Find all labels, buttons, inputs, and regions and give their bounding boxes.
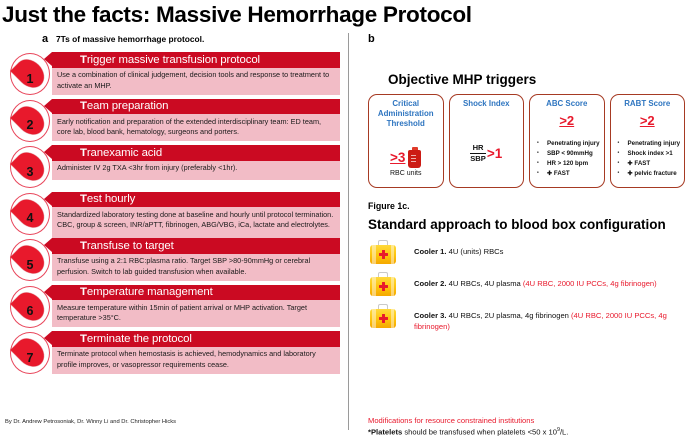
bullet-item: • ✚ pelvic fracture [616,169,682,179]
cooler-alternative: (4U RBC, 2000 IU PCCs, 4g fibrinogen) [414,311,667,332]
abc-score-title: ABC Score [546,99,588,108]
trigger-box-shock-index[interactable] [449,94,525,188]
cooler-row [368,272,685,298]
rabt-score-title: RABT Score [624,99,671,108]
bullet-item: • HR > 120 bpm [535,159,601,169]
step-number: 2 [26,118,34,132]
step-banner[interactable] [52,238,340,254]
trigger-box-cat[interactable] [368,94,444,188]
shock-index-title: Shock Index [463,99,510,108]
step-row [0,51,348,98]
step-number-badge [8,191,52,237]
step-title: Team preparation [80,100,169,113]
shock-index-formula [450,143,524,163]
trigger-box-rabt-score[interactable] [610,94,685,188]
panel-a-letter: a [42,33,49,45]
steps-list [0,51,348,377]
step-row [0,144,348,191]
cat-caption: RBC units [389,170,422,177]
platelets-exponent: 9 [556,427,560,433]
author-credit: By Dr. Andrew Petrosoniak, Dr. Winny Li and Dr. Christopher Hicks [5,419,177,425]
step-body-box [52,207,340,241]
step-number-badge [8,237,52,283]
shock-index-fraction [470,143,486,163]
step-banner[interactable] [52,331,340,347]
cooler-name: Cooler 2. [414,279,447,288]
panel-b-letter: b [368,33,375,45]
step-number: 5 [26,257,34,272]
cooler-description [398,240,685,257]
step-body-box [52,300,340,327]
step-banner[interactable] [52,145,340,161]
cooler-case-icon [368,304,398,330]
step-title: Transfuse to target [80,239,174,252]
cat-value-row [369,147,443,168]
bullet-item: • SBP < 90mmHg [535,149,601,159]
step-number-badge [8,330,52,376]
bullet-item: • ✚ FAST [616,159,682,169]
step-title: Trigger massive transfusion protocol [80,53,260,66]
rabt-score-value: >2 [639,112,655,128]
platelets-label: *Platelets [368,427,403,437]
step-body-text: Early notification and preparation of the extended interdisciplinary team: ED team, core lab, blood bank, hematology, surgeons and porters. [57,116,322,137]
trigger-boxes [368,94,685,188]
step-banner[interactable] [52,99,340,115]
step-number: 3 [26,164,34,179]
step-banner[interactable] [52,52,340,68]
step-number-badge [8,51,52,97]
cooler-name: Cooler 1. [414,247,447,256]
cooler-alternative: (4U RBC, 2000 IU PCCs, 4g fibrinogen) [522,279,657,288]
step-row [0,284,348,331]
cooler-row [368,304,685,333]
page-title: Just the facts: Massive Hemorrhage Protocol [2,2,472,27]
bullet-item: • ✚ FAST [535,169,601,179]
platelets-text: should be transfused when platelets <50 x 10 [402,427,557,437]
step-body-text: Standardized laboratory testing done at baseline and hourly until protocol termination. CBC, group & screen, INR/aPTT, fibrinogen, ABG/VBG, iCa, lactate and electrolytes. [57,209,334,230]
bullet-item: • Penetrating injury [535,139,601,149]
cat-title: Critical Administration Threshold [377,99,434,128]
step-title: Terminate the protocol [80,332,192,345]
cat-value: >3 [390,150,406,165]
cooler-contents: 4U (units) RBCs [446,247,504,256]
step-body-box [52,68,340,95]
shock-index-numerator: HR [470,143,486,154]
step-body-text: Measure temperature within 15min of patient arrival or MHP activation. Target temperature >35°C. [57,302,307,323]
step-number-badge [8,144,52,190]
shock-index-denominator: SBP [470,154,486,163]
step-number: 4 [26,211,34,225]
step-body-box [52,114,340,141]
step-number-badge [8,98,52,144]
step-body-text: Transfuse using a 2:1 RBC:plasma ratio. Target SBP >80-90mmHg or cerebral perfusion. Switch to lab guided transfusion when available. [57,256,311,276]
cooler-row [368,240,685,266]
panel-divider [348,33,349,430]
step-body-text: Administer IV 2g TXA <3hr from injury (preferably <1hr). [57,163,238,172]
step-banner[interactable] [52,192,340,208]
shock-index-value: >1 [486,145,503,161]
platelets-note [368,426,568,437]
trigger-box-abc-score[interactable] [529,94,605,188]
step-body-text: Terminate protocol when hemostasis is achieved, hemodynamics and laboratory profile improves, or vasopressor requirements cease. [57,349,316,369]
step-title: Tranexamic acid [80,146,163,159]
step-row [0,237,348,284]
step-body-box [52,161,340,180]
bullet-item: • Shock index >1 [616,149,682,159]
panel-a-subtitle: 7Ts of massive hemorrhage protocol. [56,34,205,44]
cooler-case-icon [368,240,398,266]
blood-box-heading: Standard approach to blood box configuration [368,217,666,232]
platelets-tail: /L. [559,427,569,437]
step-row [0,98,348,145]
blood-bag-icon [408,147,421,168]
step-number: 1 [26,71,34,86]
cooler-description [398,304,685,333]
cooler-contents: 4U RBCs, 2U plasma, 4g fibrinogen [446,311,572,320]
step-banner[interactable] [52,285,340,301]
step-body-box [52,254,340,281]
cooler-name: Cooler 3. [414,311,447,320]
step-number-badge [8,284,52,330]
bullet-item: • Penetrating injury [616,139,682,149]
step-title: Test hourly [80,193,136,206]
figure-label: Figure 1c. [368,201,410,211]
step-body-box [52,347,340,374]
step-row [0,330,348,377]
step-title: Temperature management [80,286,213,299]
step-number: 6 [26,304,34,318]
step-number: 7 [26,350,34,365]
step-row [0,191,348,238]
abc-score-bullets [535,139,601,179]
modifications-note: Modifications for resource constrained institutions [368,416,535,425]
mhp-triggers-heading: Objective MHP triggers [388,72,537,87]
cooler-case-icon [368,272,398,298]
cooler-contents: 4U RBCs, 4U plasma [446,279,523,288]
coolers-list [368,240,685,339]
rabt-score-bullets [616,139,682,179]
cooler-description [398,272,685,289]
abc-score-value: >2 [559,112,575,128]
step-body-text: Use a combination of clinical judgement, decision tools and response to treatment to activate an MHP. [57,70,330,90]
